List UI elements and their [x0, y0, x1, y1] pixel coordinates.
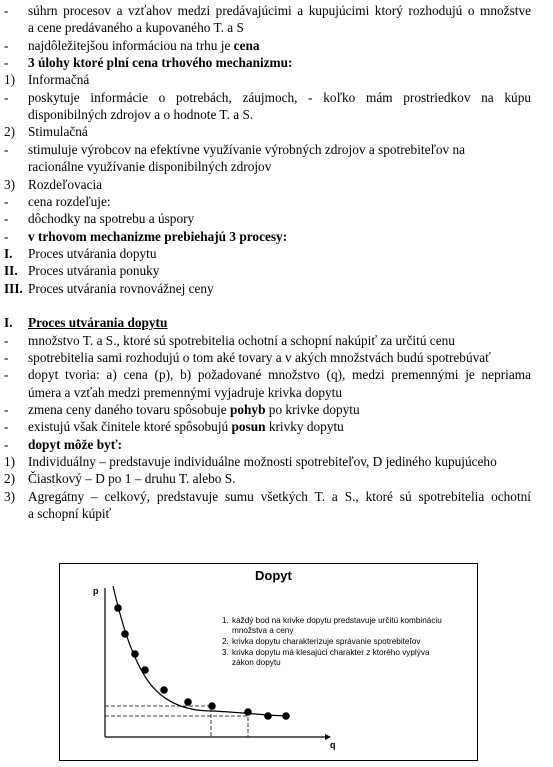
- list-marker: -: [4, 211, 9, 227]
- line-text: [28, 210, 194, 227]
- line-text: [28, 71, 89, 88]
- list-marker: -: [4, 37, 9, 53]
- list-marker: -: [4, 193, 9, 209]
- text-run: Proces utvárania dopytu: [28, 245, 157, 261]
- list-marker: -: [4, 55, 9, 71]
- list-marker: 2): [4, 124, 16, 140]
- note-text: krivka dopytu charakterizuje správanie spotrebiteľov: [232, 637, 421, 646]
- list-marker: I.: [4, 315, 13, 331]
- line-text: [28, 106, 253, 123]
- line-text: [28, 505, 111, 522]
- curve-point: [282, 712, 290, 720]
- text-run: po krivke dopytu: [265, 402, 360, 418]
- note-number: 2.: [222, 637, 229, 646]
- list-marker: -: [4, 402, 9, 418]
- text-run: a cene predávaného a kupovaného T. a S: [28, 20, 244, 36]
- list-marker: I.: [4, 245, 13, 261]
- x-axis-arrow: [325, 734, 331, 740]
- list-marker: 3): [4, 488, 16, 504]
- demand-curve-chart: [60, 564, 477, 760]
- text-run: Agregátny – celkový, predstavuje sumu všetkých T. a S., ktoré sú spotrebitelia ochotní: [28, 488, 531, 504]
- list-marker: -: [4, 350, 9, 365]
- line-text: [28, 401, 360, 418]
- note-text: zákon dopytu: [232, 658, 281, 667]
- text-run: pohyb: [229, 402, 266, 418]
- list-marker: 1): [4, 72, 16, 88]
- curve-point: [114, 604, 122, 612]
- y-axis-label: p: [93, 586, 99, 596]
- list-marker: -: [4, 89, 9, 105]
- list-marker: -: [4, 141, 9, 157]
- line-text: [28, 314, 167, 331]
- text-run: najdôležitejšou informáciou na trhu je: [28, 37, 234, 53]
- line-text: [28, 158, 271, 175]
- list-marker: -: [4, 419, 9, 435]
- line-text: [28, 54, 292, 71]
- list-marker: -: [4, 367, 9, 383]
- text-run: množstvo T. a S., ktoré sú spotrebitelia ochotní a schopní nakúpiť za určitú cenu: [28, 332, 455, 348]
- text-run: Rozdeľovacia: [28, 176, 103, 192]
- text-run: a schopní kúpiť: [28, 506, 112, 522]
- note-text: krivka dopytu má klesajúci charakter z ktorého vyplýva: [232, 648, 430, 657]
- demand-curve: [113, 586, 286, 716]
- text-run: poskytuje informácie o potrebách, záujmoch, - koľko mám prostriedkov na kúpu: [28, 89, 531, 105]
- list-marker: 2): [4, 471, 16, 487]
- list-marker: -: [4, 332, 9, 348]
- text-run: dopyt môže byť:: [28, 436, 123, 452]
- note-number: 3.: [222, 648, 229, 657]
- line-text: [28, 384, 342, 401]
- list-marker: III.: [4, 280, 23, 296]
- line-text: [28, 2, 531, 19]
- line-text: [28, 453, 497, 470]
- text-run: v trhovom mechanizme prebiehajú 3 procesy:: [28, 228, 288, 244]
- list-marker: -: [4, 3, 9, 18]
- line-text: [28, 193, 111, 210]
- list-marker: II.: [4, 263, 18, 279]
- line-text: [28, 141, 465, 158]
- line-text: [28, 470, 235, 487]
- line-text: [28, 228, 287, 245]
- line-text: [28, 37, 260, 54]
- curve-point: [131, 650, 139, 658]
- list-marker: 3): [4, 176, 16, 192]
- list-marker: 1): [4, 454, 16, 470]
- guide-line-1: [105, 716, 248, 737]
- line-text: [28, 280, 214, 297]
- text-run: Proces utvárania ponuky: [28, 263, 160, 279]
- text-run: posun: [231, 419, 266, 435]
- text-run: Čiastkový – D po 1 – druhu T. alebo S.: [28, 471, 236, 487]
- line-text: [28, 245, 157, 262]
- guide-line-2: [105, 706, 211, 737]
- text-run: Proces utvárania rovnovážnej ceny: [28, 280, 214, 296]
- text-run: zmena ceny daného tovaru spôsobuje: [28, 402, 230, 418]
- text-run: súhrn procesov a vzťahov medzi predávajúcimi a kupujúcimi ktorý rozhodujú o množstve: [28, 3, 531, 18]
- text-run: disponibilných zdrojov a o hodnote T. a S.: [28, 107, 254, 123]
- text-run: spotrebitelia sami rozhodujú o tom aké tovary a v akých množstvách budú spotrebúvať: [28, 350, 491, 365]
- text-run: Informačná: [28, 72, 90, 88]
- curve-point: [264, 712, 272, 720]
- text-run: racionálne využívanie disponibilných zdrojov: [28, 159, 272, 175]
- list-marker: -: [4, 228, 9, 244]
- curve-point: [184, 698, 192, 706]
- text-run: úmera a vzťah medzi premennými vyjadruje krivka dopytu: [28, 384, 342, 400]
- line-text: [28, 332, 455, 349]
- text-run: Stimulačná: [28, 124, 88, 140]
- note-number: 1.: [222, 616, 229, 625]
- text-run: Proces utvárania dopytu: [28, 315, 168, 331]
- text-run: cena: [233, 37, 260, 53]
- x-axis-label: q: [330, 740, 336, 750]
- note-text: každý bod na krivke dopytu predstavuje určitú kombináciu: [232, 616, 442, 625]
- text-run: dôchodky na spotrebu a úspory: [28, 211, 195, 227]
- line-text: [28, 262, 159, 279]
- text-run: existujú však činitele ktoré spôsobujú: [28, 419, 232, 435]
- text-run: dopyt tvoria: a) cena (p), b) požadované množstvo (q), medzi premennými je nepriama: [28, 367, 531, 383]
- text-run: 3 úlohy ktoré plní cena trhového mechanizmu:: [28, 55, 293, 71]
- curve-point: [121, 630, 129, 638]
- line-text: [28, 123, 88, 140]
- line-text: [28, 349, 491, 366]
- text-run: Individuálny – predstavuje individuálne možnosti spotrebiteľov, D jediného kupujúceho: [28, 454, 497, 470]
- note-text: množstva a ceny: [232, 626, 294, 635]
- figure-title: Dopyt: [255, 568, 292, 583]
- curve-point: [208, 702, 216, 710]
- line-text: [28, 89, 531, 106]
- line-text: [28, 418, 344, 435]
- line-text: [28, 436, 122, 453]
- list-marker: -: [4, 436, 9, 452]
- curve-point: [141, 666, 149, 674]
- demand-figure: [59, 563, 478, 761]
- curve-point: [244, 708, 252, 716]
- line-text: [28, 19, 244, 36]
- text-run: cena rozdeľuje:: [28, 193, 111, 209]
- line-text: [28, 488, 531, 505]
- text-run: krivky dopytu: [265, 419, 344, 435]
- curve-point: [160, 686, 168, 694]
- line-text: [28, 176, 102, 193]
- line-text: [28, 366, 531, 383]
- text-run: stimuluje výrobcov na efektívne využívanie výrobných zdrojov a spotrebiteľov na: [28, 141, 466, 157]
